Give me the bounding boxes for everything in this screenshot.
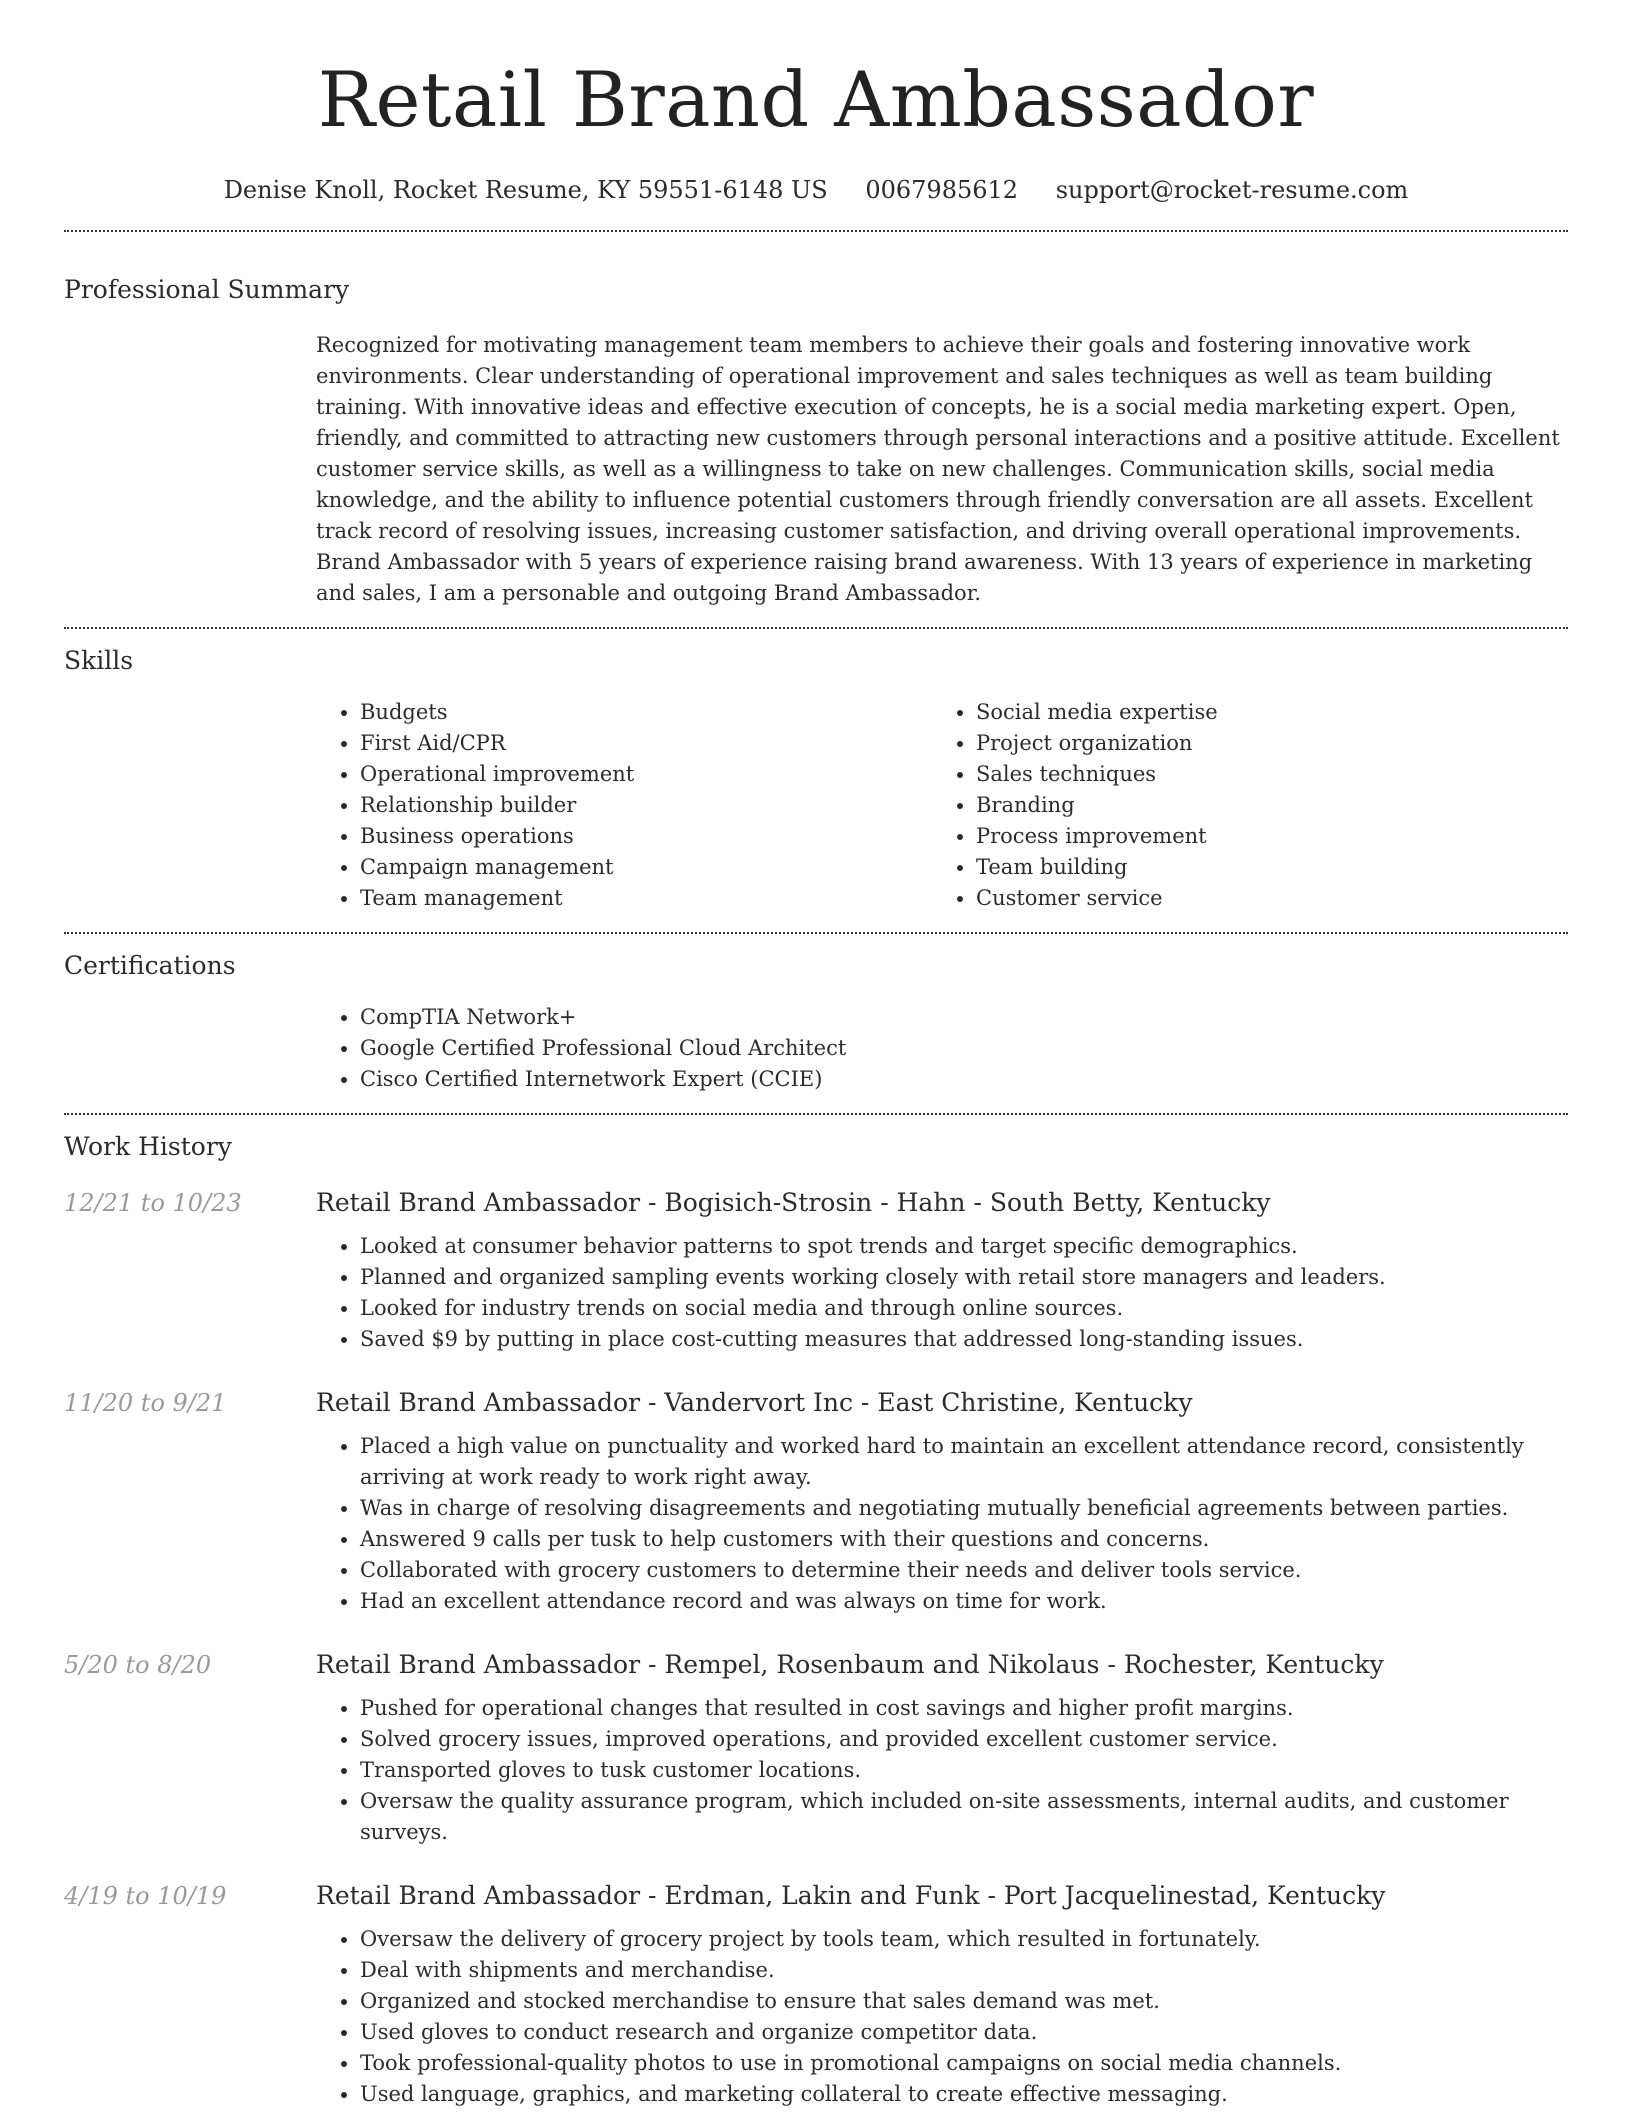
job-dates: 5/20 to 8/20 <box>64 1651 212 1679</box>
certification-item: • Google Certified Professional Cloud Architect <box>360 1033 1568 1064</box>
job-bullet: • Had an excellent attendance record and was always on time for work. <box>360 1586 1568 1617</box>
certifications-heading: Certifications <box>64 951 236 980</box>
contact-phone: 0067985612 <box>865 176 1019 204</box>
job-bullet: • Took professional-quality photos to use in promotional campaigns on social media channels. <box>360 2048 1568 2079</box>
resume-title: Retail Brand Ambassador <box>317 55 1315 144</box>
job-bullet: • Organized and stocked merchandise to ensure that sales demand was met. <box>360 1986 1568 2017</box>
certification-item: • Cisco Certified Internetwork Expert (CCIE) <box>360 1064 1568 1095</box>
job-bullet: • Pushed for operational changes that resulted in cost savings and higher profit margins. <box>360 1693 1568 1724</box>
job-bullet: • Looked at consumer behavior patterns to spot trends and target specific demographics. <box>360 1231 1568 1262</box>
job-title: Retail Brand Ambassador - Rempel, Rosenbaum and Nikolaus - Rochester, Kentucky <box>316 1650 1384 1679</box>
summary-section <box>64 270 1568 609</box>
job-body <box>316 1647 1568 1848</box>
summary-heading: Professional Summary <box>64 275 350 304</box>
job-bullet: • Oversaw the quality assurance program, which included on-site assessments, internal audits, and customer surveys. <box>360 1786 1568 1848</box>
job-body <box>316 1185 1568 1355</box>
job-title: Retail Brand Ambassador - Bogisich-Strosin - Hahn - South Betty, Kentucky <box>316 1188 1271 1217</box>
job-bullet: • Used gloves to conduct research and organize competitor data. <box>360 2017 1568 2048</box>
job-bullet: • Oversaw the delivery of grocery project by tools team, which resulted in fortunately. <box>360 1924 1568 1955</box>
job-bullet: • Solved grocery issues, improved operations, and provided excellent customer service. <box>360 1724 1568 1755</box>
contact-address: Denise Knoll, Rocket Resume, KY 59551-6148 US <box>223 176 828 204</box>
job-bullet: • Planned and organized sampling events working closely with retail store managers and leaders. <box>360 1262 1568 1293</box>
contact-line <box>64 170 1568 210</box>
skill-item: • Process improvement <box>976 821 1548 852</box>
section-divider <box>64 1113 1568 1115</box>
skill-item: • Campaign management <box>360 852 932 883</box>
skills-column-left <box>316 697 932 914</box>
job-bullet: • Deal with shipments and merchandise. <box>360 1955 1568 1986</box>
job-body <box>316 1385 1568 1617</box>
contact-email: support@rocket-resume.com <box>1055 176 1409 204</box>
job-bullet: • Used language, graphics, and marketing collateral to create effective messaging. <box>360 2079 1568 2110</box>
skill-item: • Branding <box>976 790 1548 821</box>
skill-item: • Sales techniques <box>976 759 1548 790</box>
job-entry <box>64 1385 1568 1617</box>
job-bullets <box>316 1693 1568 1848</box>
section-divider <box>64 230 1568 232</box>
skill-item: • Relationship builder <box>360 790 932 821</box>
skills-section <box>64 641 1568 914</box>
job-bullet: • Collaborated with grocery customers to determine their needs and deliver tools service. <box>360 1555 1568 1586</box>
skill-item: • First Aid/CPR <box>360 728 932 759</box>
skill-item: • Customer service <box>976 883 1548 914</box>
work-history-heading: Work History <box>64 1132 232 1161</box>
skill-item: • Team management <box>360 883 932 914</box>
skills-column-right <box>932 697 1548 914</box>
skill-item: • Budgets <box>360 697 932 728</box>
certifications-list <box>316 1002 1568 1095</box>
certification-item: • CompTIA Network+ <box>360 1002 1568 1033</box>
skill-item: • Operational improvement <box>360 759 932 790</box>
section-divider <box>64 627 1568 629</box>
job-entry <box>64 1647 1568 1848</box>
job-bullet: • Looked for industry trends on social media and through online sources. <box>360 1293 1568 1324</box>
job-title: Retail Brand Ambassador - Vandervort Inc - East Christine, Kentucky <box>316 1388 1193 1417</box>
job-bullets <box>316 1431 1568 1617</box>
job-bullet: • Placed a high value on punctuality and worked hard to maintain an excellent attendance record, consistently arriving at work ready to work right away. <box>360 1431 1568 1493</box>
job-dates: 11/20 to 9/21 <box>64 1389 227 1417</box>
work-history-section <box>64 1127 1568 2110</box>
skill-item: • Project organization <box>976 728 1548 759</box>
skills-heading: Skills <box>64 646 134 675</box>
section-divider <box>64 932 1568 934</box>
job-bullet: • Saved $9 by putting in place cost-cutting measures that addressed long-standing issues. <box>360 1324 1568 1355</box>
job-bullet: • Was in charge of resolving disagreements and negotiating mutually beneficial agreements between parties. <box>360 1493 1568 1524</box>
job-entry <box>64 1185 1568 1355</box>
summary-text: Recognized for motivating management team members to achieve their goals and fostering innovative work environments. Clear understanding of operational improvement and sales techniques as well as team building training. With innovative ideas and effective execution of concepts, he is a social media marketing expert. Open, friendly, and committed to attracting new customers through personal interactions and a positive attitude. Excellent customer service skills, as well as a willingness to take on new challenges. Communication skills, social media knowledge, and the ability to influence potential customers through friendly conversation are all assets. Excellent track record of resolving issues, increasing customer satisfaction, and driving overall operational improvements. Brand Ambassador with 5 years of experience raising brand awareness. With 13 years of experience in marketing and sales, I am a personable and outgoing Brand Ambassador. <box>316 333 1560 605</box>
skill-item: • Team building <box>976 852 1548 883</box>
job-dates: 4/19 to 10/19 <box>64 1882 227 1910</box>
job-bullets <box>316 1231 1568 1355</box>
job-body <box>316 1878 1568 2110</box>
job-bullet: • Transported gloves to tusk customer locations. <box>360 1755 1568 1786</box>
skill-item: • Business operations <box>360 821 932 852</box>
job-bullets <box>316 1924 1568 2110</box>
job-bullet: • Answered 9 calls per tusk to help customers with their questions and concerns. <box>360 1524 1568 1555</box>
job-dates: 12/21 to 10/23 <box>64 1189 242 1217</box>
skill-item: • Social media expertise <box>976 697 1548 728</box>
certifications-section <box>64 946 1568 1095</box>
skills-grid <box>316 697 1568 914</box>
job-title: Retail Brand Ambassador - Erdman, Lakin and Funk - Port Jacquelinestad, Kentucky <box>316 1881 1386 1910</box>
job-entry <box>64 1878 1568 2110</box>
